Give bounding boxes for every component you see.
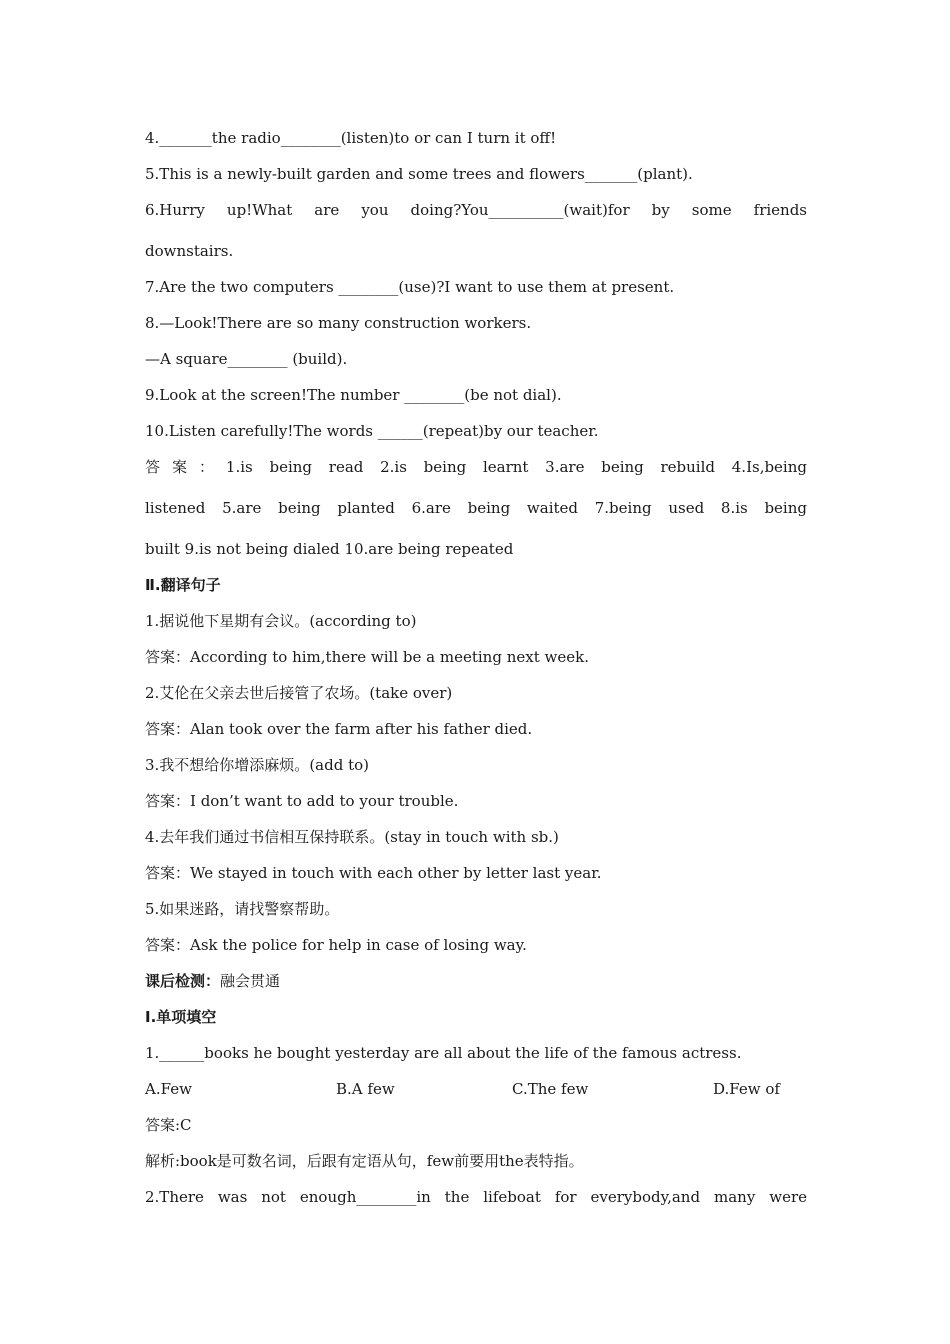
answers-line-3: built 9.is not being dialed 10.are being repeated [145,540,514,558]
mc-question-1: 1.______books he bought yesterday are all about the life of the famous actress. [145,1044,742,1062]
translate-3-answer: 答案：I don’t want to add to your trouble. [145,792,459,810]
option-a: A.Few [145,1080,192,1098]
translate-1-answer: 答案：According to him,there will be a meeting next week. [145,648,589,666]
question-10: 10.Listen carefully!The words ______(repeat)by our teacher. [145,422,599,440]
translate-5-answer: 答案：Ask the police for help in case of losing way. [145,936,527,954]
translate-2-answer: 答案：Alan took over the farm after his father died. [145,720,533,738]
mc-question-1-explanation: 解析:book是可数名词，后跟有定语从句，few前要用the表特指。 [145,1152,584,1170]
translate-4-answer: 答案：We stayed in touch with each other by letter last year. [145,864,602,882]
translate-3: 3.我不想给你增添麻烦。(add to) [145,756,369,774]
answers-line-1: 答案：1.is being read 2.is being learnt 3.are being rebuild 4.Is,being [145,458,807,476]
question-6-line-1: 6.Hurry up!What are you doing?You__________(wait)for by some friends [145,201,807,219]
question-5: 5.This is a newly-built garden and some trees and flowers_______(plant). [145,165,693,183]
translate-5: 5.如果迷路，请找警察帮助。 [145,900,340,918]
question-4: 4._______the radio________(listen)to or can I turn it off! [145,129,557,147]
option-d: D.Few of [713,1080,780,1098]
mc-question-1-answer: 答案:C [145,1116,192,1134]
section-heading-single-choice: Ⅰ.单项填空 [145,1008,217,1026]
question-7: 7.Are the two computers ________(use)?I want to use them at present. [145,278,675,296]
translate-1: 1.据说他下星期有会议。(according to) [145,612,417,630]
mc-question-2: 2.There was not enough________in the lifeboat for everybody,and many were [145,1188,807,1206]
section-heading-translation: Ⅱ.翻译句子 [145,576,221,594]
question-8-line-1: 8.—Look!There are so many construction workers. [145,314,532,332]
after-class-heading-bold: 课后检测： [145,972,221,990]
option-b: B.A few [336,1080,395,1098]
after-class-heading-rest: 融会贯通 [220,972,281,990]
mc-question-1-options [145,1079,807,1099]
answers-line-2: listened 5.are being planted 6.are being waited 7.being used 8.is being [145,499,807,517]
question-9: 9.Look at the screen!The number ________(be not dial). [145,386,562,404]
question-8-line-2: —A square________ (build). [145,350,348,368]
translate-4: 4.去年我们通过书信相互保持联系。(stay in touch with sb.) [145,828,559,846]
translate-2: 2.艾伦在父亲去世后接管了农场。(take over) [145,684,453,702]
option-c: C.The few [512,1080,589,1098]
question-6-line-2: downstairs. [145,242,234,260]
after-class-heading [145,971,807,991]
